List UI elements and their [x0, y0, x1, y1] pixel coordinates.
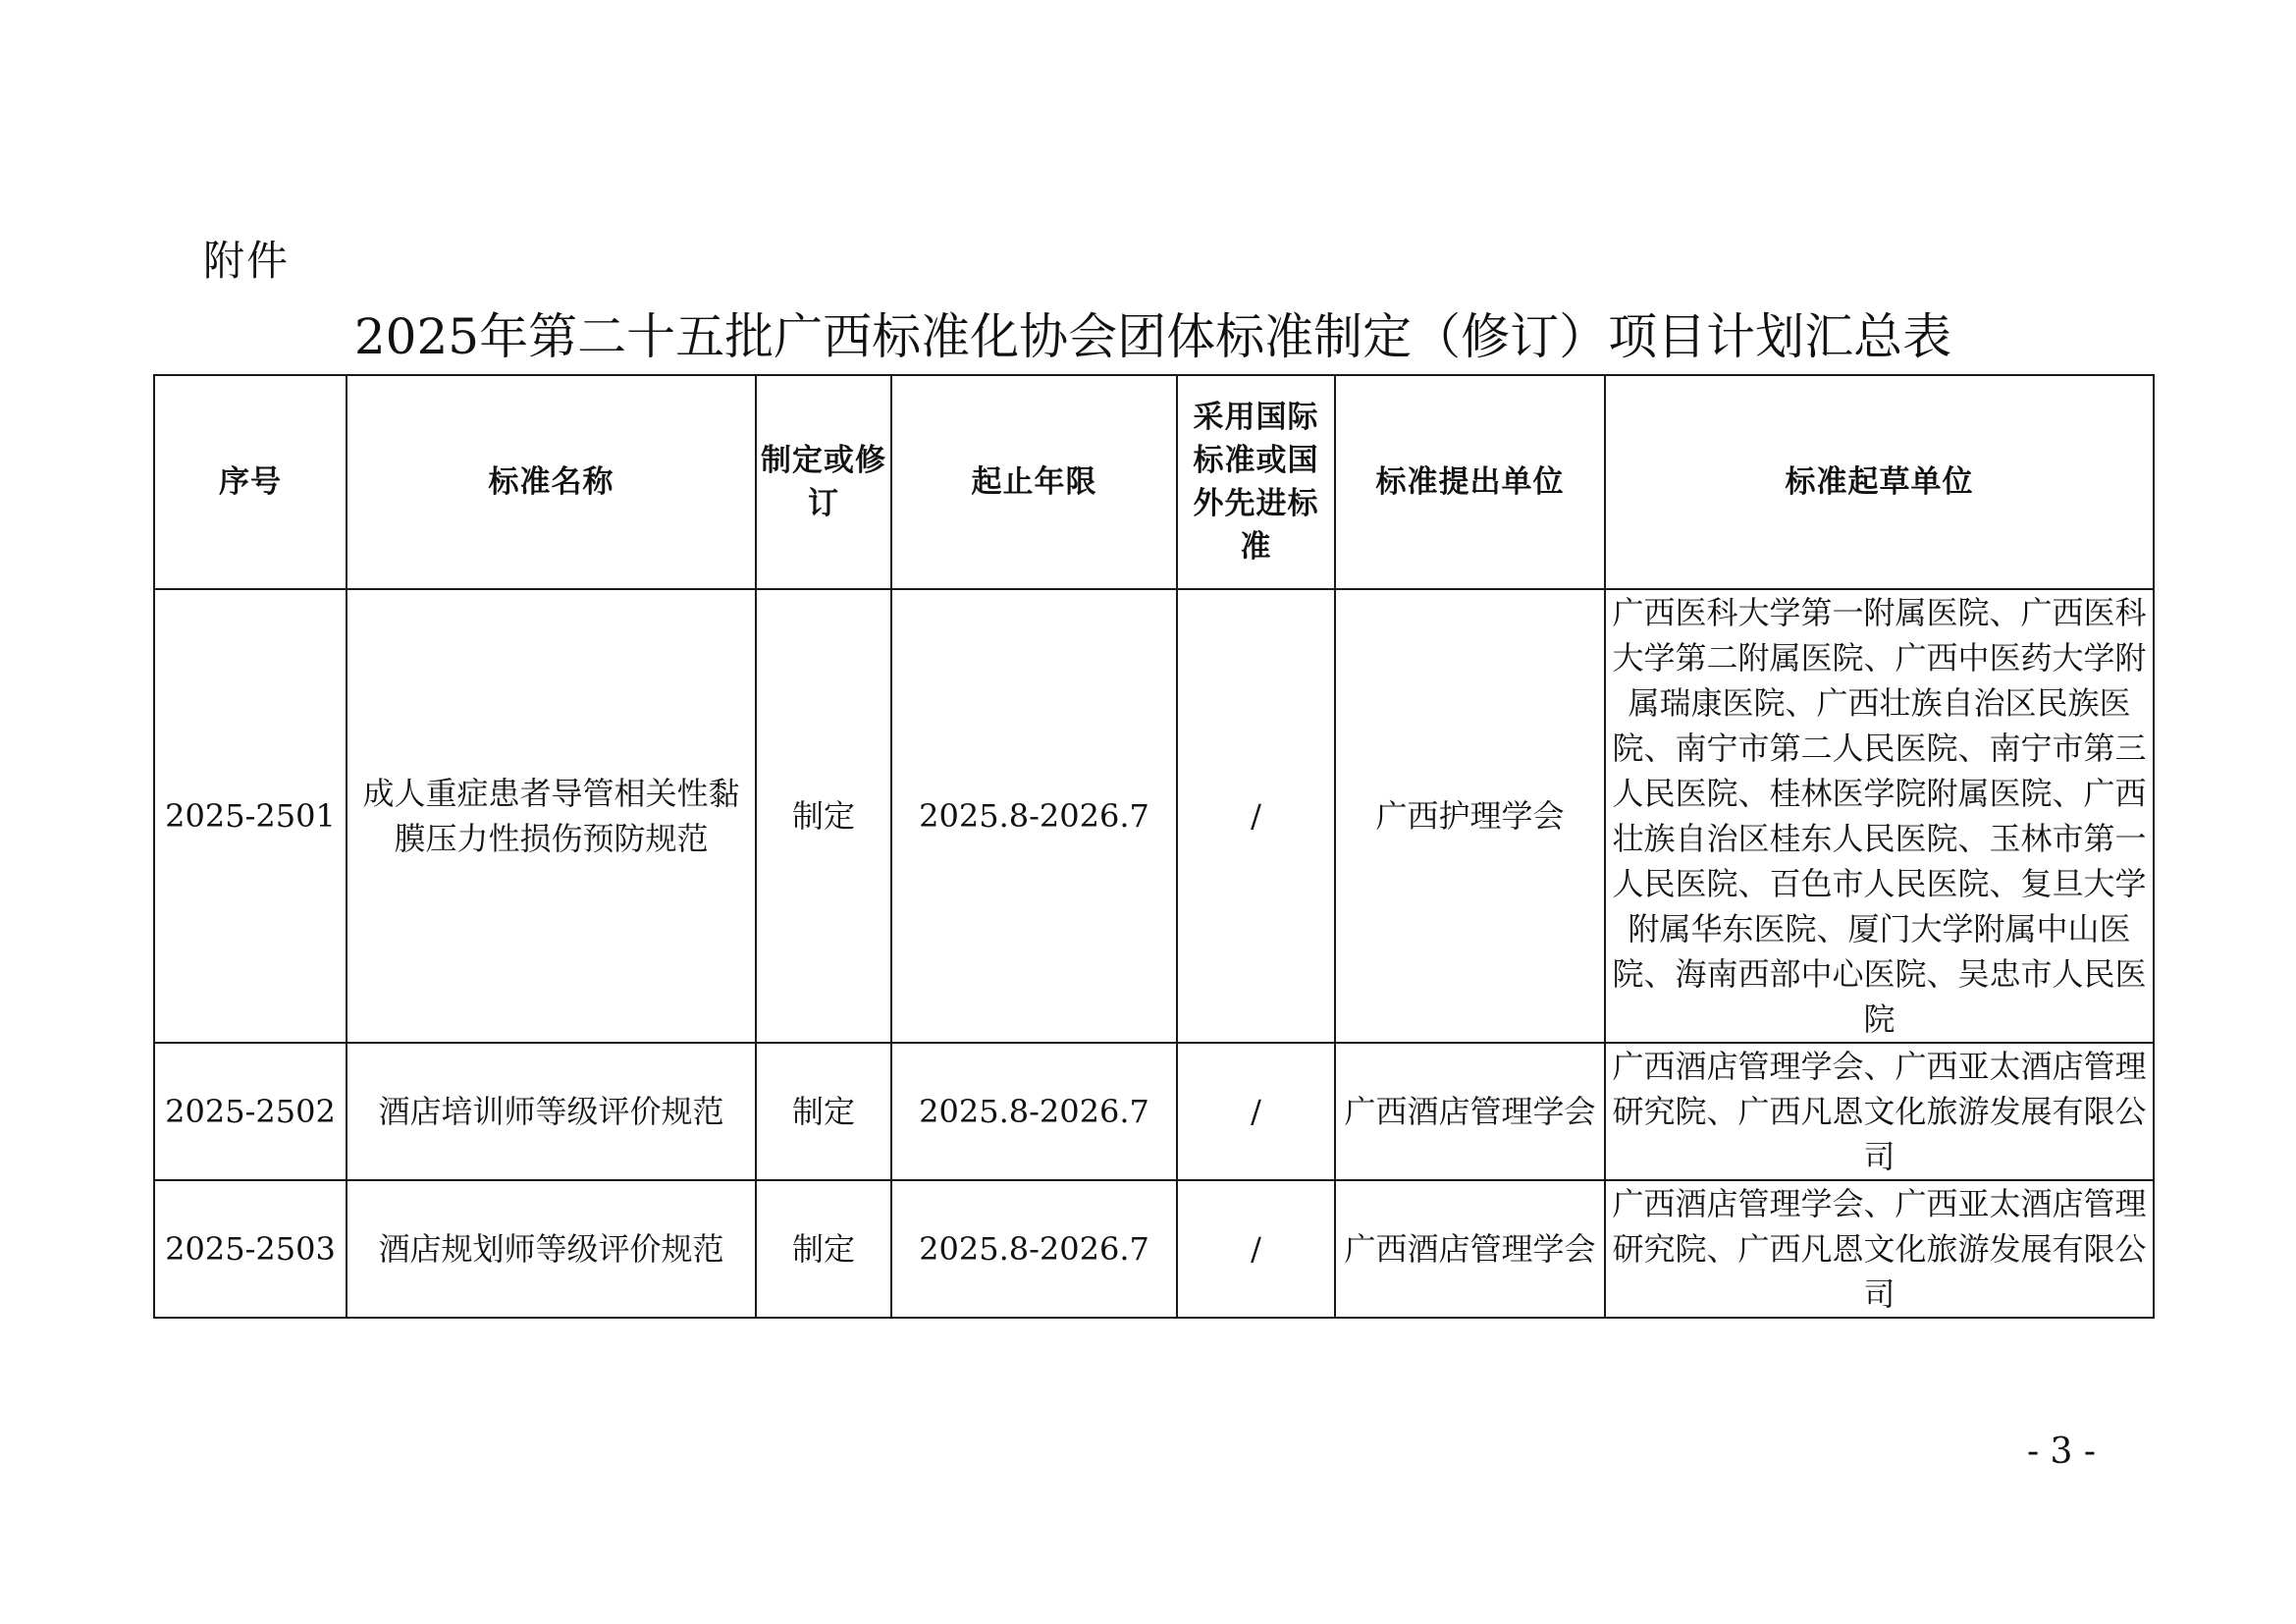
cell-period: 2025.8-2026.7: [891, 589, 1177, 1043]
cell-standard-name: 酒店培训师等级评价规范: [347, 1043, 756, 1180]
header-type: 制定或修订: [756, 375, 891, 589]
table-header-row: [154, 375, 2154, 589]
header-standard-name: 标准名称: [347, 375, 756, 589]
attachment-label: 附件: [203, 237, 291, 285]
cell-type: 制定: [756, 1180, 891, 1318]
cell-drafter: 广西酒店管理学会、广西亚太酒店管理研究院、广西凡恩文化旅游发展有限公司: [1605, 1180, 2154, 1318]
cell-type: 制定: [756, 589, 891, 1043]
cell-adopted-international: /: [1177, 589, 1335, 1043]
cell-drafter: 广西医科大学第一附属医院、广西医科大学第二附属医院、广西中医药大学附属瑞康医院、广西壮族自治区民族医院、南宁市第二人民医院、南宁市第三人民医院、桂林医学院附属医院、广西壮族自治区桂东人民医院、玉林市第一人民医院、百色市人民医院、复旦大学附属华东医院、厦门大学附属中山医院、海南西部中心医院、吴忠市人民医院: [1605, 589, 2154, 1043]
cell-period: 2025.8-2026.7: [891, 1180, 1177, 1318]
cell-proposer: 广西酒店管理学会: [1335, 1043, 1605, 1180]
header-period: 起止年限: [891, 375, 1177, 589]
table-row: [154, 589, 2154, 1043]
cell-period: 2025.8-2026.7: [891, 1043, 1177, 1180]
cell-serial: 2025-2502: [154, 1043, 347, 1180]
cell-standard-name: 成人重症患者导管相关性黏膜压力性损伤预防规范: [347, 589, 756, 1043]
cell-drafter: 广西酒店管理学会、广西亚太酒店管理研究院、广西凡恩文化旅游发展有限公司: [1605, 1043, 2154, 1180]
cell-proposer: 广西酒店管理学会: [1335, 1180, 1605, 1318]
cell-type: 制定: [756, 1043, 891, 1180]
header-proposer: 标准提出单位: [1335, 375, 1605, 589]
document-title: 2025年第二十五批广西标准化协会团体标准制定（修订）项目计划汇总表: [353, 308, 1952, 365]
header-drafter: 标准起草单位: [1605, 375, 2154, 589]
page-number: - 3 -: [2026, 1432, 2097, 1472]
table-row: [154, 1043, 2154, 1180]
header-adopted-international: 采用国际标准或国外先进标准: [1177, 375, 1335, 589]
table-row: [154, 1180, 2154, 1318]
header-serial: 序号: [154, 375, 347, 589]
cell-proposer: 广西护理学会: [1335, 589, 1605, 1043]
cell-serial: 2025-2503: [154, 1180, 347, 1318]
cell-serial: 2025-2501: [154, 589, 347, 1043]
standards-plan-table: [153, 374, 2155, 1319]
cell-adopted-international: /: [1177, 1180, 1335, 1318]
cell-adopted-international: /: [1177, 1043, 1335, 1180]
cell-standard-name: 酒店规划师等级评价规范: [347, 1180, 756, 1318]
